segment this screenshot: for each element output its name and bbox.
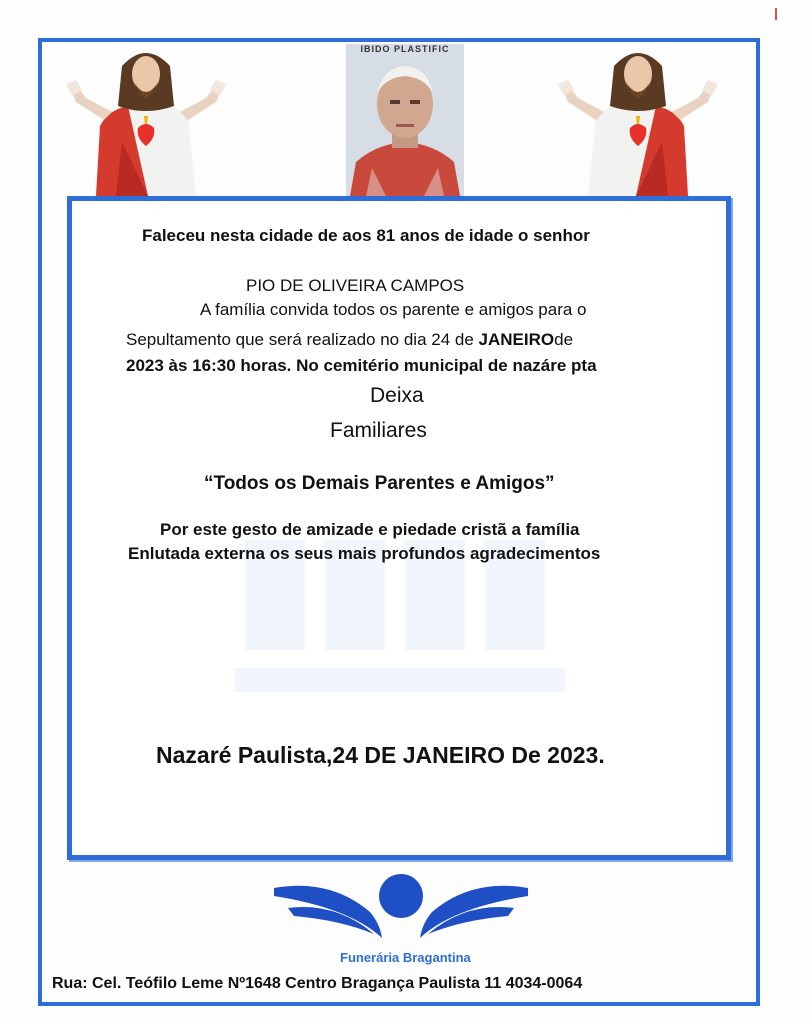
invite-line-2 <box>126 330 573 350</box>
photo-caption: IBIDO PLASTIFIC <box>360 44 450 54</box>
deceased-name: PIO DE OLIVEIRA CAMPOS <box>246 276 465 295</box>
leaves-label: Deixa <box>370 384 424 407</box>
invite-line-1: A família convida todos os parente e amigos para o <box>200 300 587 319</box>
thanks-line-2: Enlutada externa os seus mais profundos agradecimentos <box>128 544 601 563</box>
invite-line-2-start: Sepultamento que será realizado no dia 24 de <box>126 330 479 349</box>
funeraria-logo-icon <box>270 868 532 948</box>
place-date: Nazaré Paulista,24 DE JANEIRO De 2023. <box>156 742 605 768</box>
invite-line-3: 2023 às 16:30 horas. No cemitério municipal de nazáre pta <box>126 356 597 375</box>
watermark-graphic <box>235 540 565 700</box>
sacred-heart-jesus-left <box>56 46 236 196</box>
intro-text: Faleceu nesta cidade de aos 81 anos de idade o senhor <box>142 226 590 245</box>
quote-text: “Todos os Demais Parentes e Amigos” <box>204 473 555 494</box>
family-label: Familiares <box>330 419 427 442</box>
company-name: Funerária Bragantina <box>340 950 471 965</box>
invite-line-2-end: de <box>554 330 574 349</box>
deceased-photo <box>346 44 464 196</box>
sacred-heart-jesus-right <box>548 46 728 196</box>
company-address: Rua: Cel. Teófilo Leme Nº1648 Centro Bragança Paulista 11 4034-0064 <box>52 975 583 992</box>
invite-line-2-month: JANEIRO <box>478 330 555 349</box>
scan-mark <box>775 8 777 20</box>
thanks-line-1: Por este gesto de amizade e piedade cristã a família <box>160 520 580 539</box>
portrait-image <box>346 44 464 196</box>
